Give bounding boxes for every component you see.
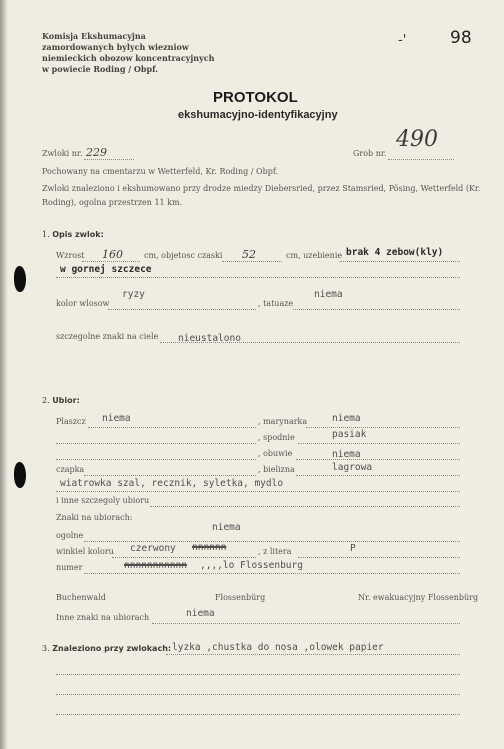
numer-label: numer [56,563,83,572]
document-title: PROTOKOL [213,89,298,106]
section3-heading: 3. Znaleziono przy zwlokach: [42,644,172,653]
section1-heading: 1. Opis zwlok: [42,230,104,239]
obuwie-label: , obuwie [258,449,293,458]
page-number: 98 [450,28,472,48]
buchenwald-label: Buchenwald [56,593,106,602]
numer-struck: nnnnnnnnnnn [124,560,187,571]
bielizna-label: , bielizna [258,465,295,474]
marynarka-label: , marynarka [258,417,308,426]
kolor-label: kolor wlosow [56,299,110,308]
section3-value: lyzka ,chustka do nosa ,olowek papier [172,642,384,653]
grob-number: 490 [396,127,438,152]
org-line-2: zamordowanych bylych wiezniow [42,42,189,52]
numer-value: ,,,,lo Flossenburg [200,560,303,571]
found-text-2: Roding), ogolna przestrzen 11 km. [42,198,183,207]
grob-label: Grob nr. [353,149,387,158]
inne-znaki-label: Inne znaki na ubiorach [56,613,150,622]
spodnie-label: , spodnie [258,433,295,442]
uzebienie-continuation: w gornej szczece [60,264,152,275]
znaki-ciele-label: szczegolne znaki na ciele [56,332,159,341]
org-line-1: Komisja Ekshumacyjna [42,31,146,41]
document-subtitle: ekshumacyjno-identyfikacyjny [178,109,338,121]
org-line-4: w powiecie Roding / Obpf. [42,64,159,74]
marynarka-value: niema [332,413,361,424]
section2-heading: 2. Ubior: [42,396,80,405]
inne-szczegoly-label: i inne szczegoly ubioru [56,496,150,505]
extra-items-value: wiatrowka szal, recznik, syletka, mydlo [60,478,284,489]
punch-hole-bottom [14,462,26,488]
obuwie-value: niema [332,449,361,460]
tatuaze-value: niema [314,289,343,300]
litera-label: , z litera [258,547,292,556]
ogolne-label: ogolne [56,531,84,540]
cm-label: cm, objetosc czaski [144,251,223,260]
kolor-value: ryzy [122,289,145,300]
zwloki-number: 229 [86,146,107,159]
czaszka-value: 52 [242,248,256,261]
inne-znaki-value: niema [186,608,215,619]
cm2-label: cm, uzebienie [286,251,343,260]
znaki-ubiorach-label: Znaki na ubiorach: [56,513,133,522]
zwloki-label: Zwloki nr. [42,149,83,158]
wzrost-value: 160 [102,248,123,261]
znaki-ciele-value: nieustalono [178,333,241,344]
org-line-3: niemieckich obozow koncentracyjnych [42,53,215,63]
burial-text: Pochowany na cmentarzu w Wetterfeld, Kr. Roding / Obpf. [42,167,279,176]
ewakuacyjny-label: Nr. ewakuacyjny Flossenbürg [358,593,479,602]
found-text-1: Zwloki znaleziono i ekshumowano przy drodze miedzy Diebersried, przez Stamsried, Pösing, Wetterfeld (Kr. [42,184,481,193]
page-mark: -' [398,33,407,48]
plaszcz-label: Plaszcz [56,417,86,426]
punch-hole-top [14,266,26,292]
winkiel-value: czerwony [130,543,176,554]
litera-value: P [350,543,356,554]
winkiel-label: winkiel koloru [56,547,114,556]
uzebienie-value: brak 4 zebow(kly) [346,247,444,258]
winkiel-struck: nnnnnn [192,542,227,553]
spodnie-value: pasiak [332,429,367,440]
wzrost-label: Wzrost [56,251,85,260]
tatuaze-label: , tatuaze [258,299,294,308]
flossenburg-label: Flossenbürg [215,593,266,602]
ogolne-value: niema [212,522,241,533]
page-edge-shadow [0,0,8,749]
plaszcz-value: niema [102,413,131,424]
czapka-label: czapka [56,465,85,474]
bielizna-value: lagrowa [332,462,373,473]
